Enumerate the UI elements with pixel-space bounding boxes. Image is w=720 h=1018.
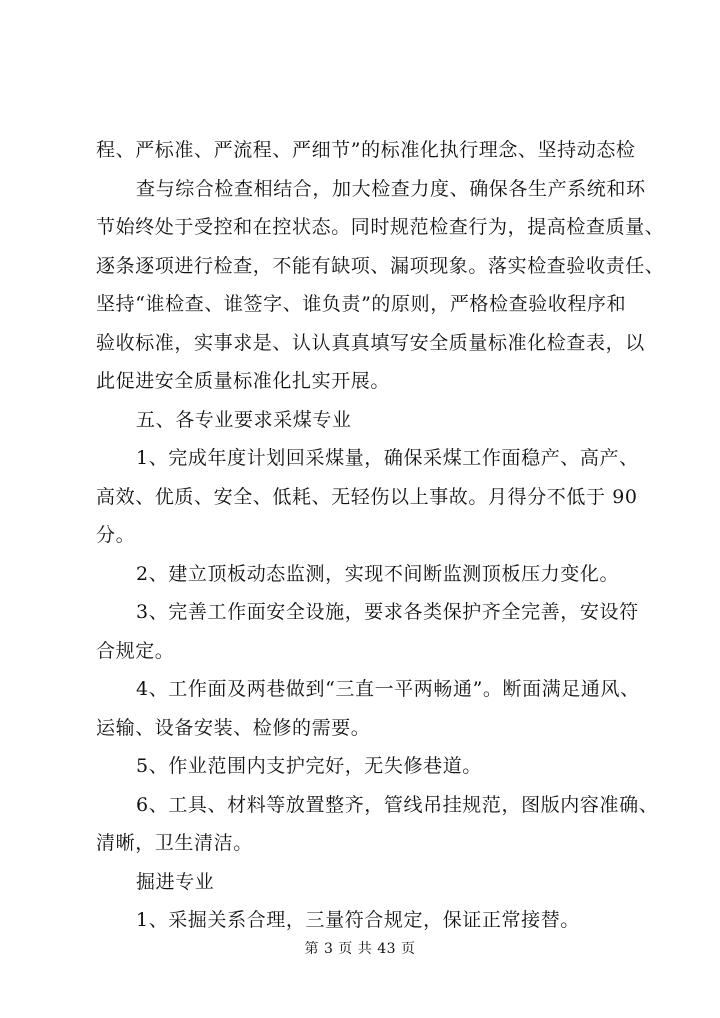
text-line: 1、完成年度计划回采煤量，确保采煤工作面稳产、高产、 [136, 447, 639, 469]
text-line: 4、工作面及两巷做到“三直一平两畅通”。断面满足通风、 [136, 678, 640, 700]
text-line: 合规定。 [96, 639, 175, 662]
text-line: 坚持“谁检查、谁签字、谁负责”的原则，严格检查验收程序和 [96, 293, 627, 315]
text-line: 5、作业范围内支护完好，无失修巷道。 [136, 755, 482, 777]
document-body [96, 131, 665, 940]
text-line: 运输、设备安装、检修的需要。 [96, 716, 371, 739]
text-line: 节始终处于受控和在控状态。同时规范检查行为，提高检查质量、 [96, 216, 665, 238]
text-line: 掘进专业 [136, 870, 215, 893]
text-line: 3、完善工作面安全设施，要求各类保护齐全完善，安设符 [136, 601, 639, 623]
text-line: 1、采掘关系合理，三量符合规定，保证正常接替。 [136, 909, 580, 931]
text-line: 验收标准，实事求是、认认真真填写安全质量标准化检查表，以 [96, 331, 645, 354]
text-line: 6、工具、材料等放置整齐，管线吊挂规范，图版内容准确、 [136, 793, 659, 816]
text-line: 程、严标准、严流程、严细节”的标准化执行理念、坚持动态检 [96, 139, 636, 161]
text-line: 分。 [96, 524, 136, 546]
text-line: 此促进安全质量标准化扎实开展。 [96, 370, 391, 392]
text-line: 清晰，卫生清洁。 [96, 832, 253, 854]
text-line: 查与综合检查相结合，加大检查力度、确保各生产系统和环 [136, 177, 646, 200]
text-line: 五、各专业要求采煤专业 [136, 408, 352, 431]
page-footer: 第 3 页 共 43 页 [304, 941, 416, 957]
text-line: 高效、优质、安全、低耗、无轻伤以上事故。月得分不低于 90 [96, 485, 638, 508]
text-line: 逐条逐项进行检查，不能有缺项、漏项现象。落实检查验收责任、 [96, 254, 665, 277]
text-line: 2、建立顶板动态监测，实现不间断监测顶板压力变化。 [136, 562, 620, 585]
